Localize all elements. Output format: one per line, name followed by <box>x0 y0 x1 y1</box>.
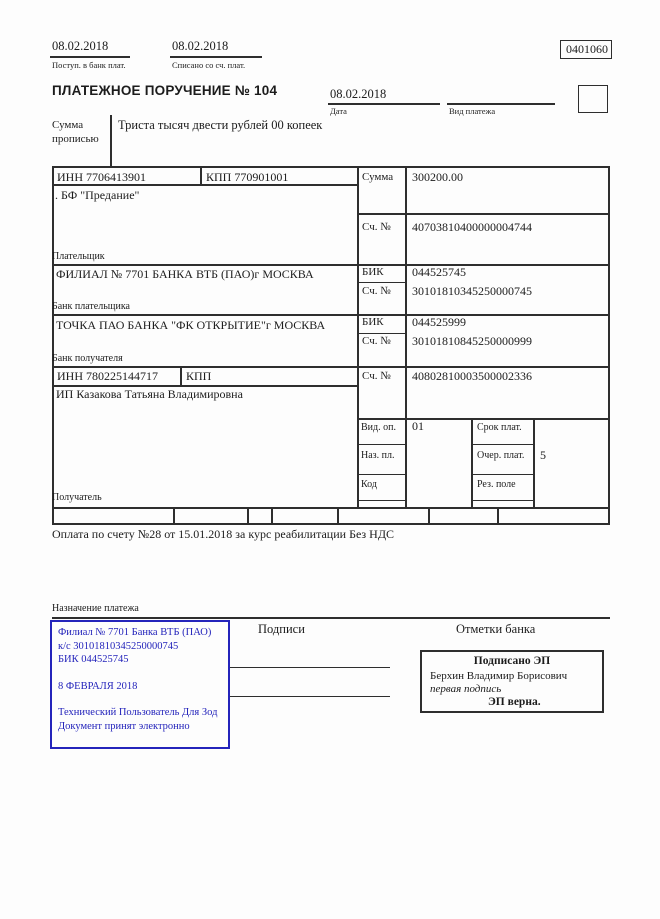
form-code-box <box>560 40 612 59</box>
amount-in-words: Триста тысяч двести рублей 00 копеек <box>118 118 323 132</box>
payer-section-border <box>52 264 610 266</box>
bank-marks-label: Отметки банка <box>456 622 536 636</box>
purpose-code-label: Наз. пл. <box>361 450 395 461</box>
due-cell-border <box>471 444 533 445</box>
subtable-divider-1 <box>471 418 473 507</box>
strip-divider-5 <box>428 507 430 523</box>
priority-cell-border <box>471 474 533 475</box>
payer-account: 40703810400000004744 <box>412 220 532 234</box>
payment-type-label: Вид платежа <box>449 106 496 116</box>
payee-name: ИП Казакова Татьяна Владимировна <box>56 387 243 401</box>
payment-type-underline <box>447 103 555 105</box>
document-date: 08.02.2018 <box>330 87 387 101</box>
subtable-divider-2 <box>533 418 535 507</box>
amount-value: 300200.00 <box>412 170 463 184</box>
stamp-status: Документ принят электронно <box>58 720 190 732</box>
payee-inn: ИНН 780225144717 <box>57 369 158 383</box>
payer-bank-section-label: Банк плательщика <box>52 301 130 312</box>
bank-acceptance-stamp <box>50 620 230 749</box>
purpose-text: Оплата по счету №28 от 15.01.2018 за курс реабилитации Без НДС <box>52 527 395 541</box>
stamp-date: 8 ФЕВРАЛЯ 2018 <box>58 680 138 692</box>
form-code: 0401060 <box>566 42 608 56</box>
payee-bank-section-border <box>52 366 610 368</box>
inn-kpp-divider <box>200 166 202 184</box>
payee-inn-kpp-divider <box>180 366 182 385</box>
stamp-user: Технический Пользователь Для Зод <box>58 707 218 718</box>
esign-name: Берхин Владимир Борисович <box>430 670 568 682</box>
payer-bank-account: 30101810345250000745 <box>412 284 532 298</box>
stamp-corr-account: к/с 30101810345250000745 <box>58 640 179 652</box>
debited-date: 08.02.2018 <box>172 39 229 53</box>
reserve-label: Рез. поле <box>477 479 516 490</box>
code-label: Код <box>361 479 377 490</box>
signatures-label: Подписи <box>258 622 305 636</box>
payee-bank-bik: 044525999 <box>412 315 466 329</box>
amount-words-label-1: Сумма <box>52 119 84 131</box>
document-title: ПЛАТЕЖНОЕ ПОРУЧЕНИЕ № 104 <box>52 83 278 98</box>
date-label: Дата <box>330 106 347 116</box>
label-column-right-border <box>405 166 407 507</box>
debited-date-underline <box>170 56 262 58</box>
payer-section-label: Плательщик <box>52 251 105 262</box>
received-date: 08.02.2018 <box>52 39 109 53</box>
purpose-underline <box>52 617 610 619</box>
date-underline <box>328 103 440 105</box>
strip-divider-6 <box>497 507 499 523</box>
table-left-border <box>52 166 54 525</box>
bik-label-border <box>357 282 405 283</box>
purpose-code-cell-border <box>357 474 405 475</box>
op-type-value: 01 <box>412 419 424 433</box>
payee-account-label: Сч. № <box>362 370 391 382</box>
esignature-stamp <box>420 650 604 713</box>
table-top-border <box>52 166 610 168</box>
bik-label-border-2 <box>357 333 405 334</box>
amount-words-divider <box>110 115 112 166</box>
stamp-bank-name: Филиал № 7701 Банка ВТБ (ПАО) <box>58 627 212 638</box>
strip-divider-4 <box>337 507 339 523</box>
received-date-label: Поступ. в банк плат. <box>52 60 126 70</box>
signature-line-2 <box>230 696 390 697</box>
priority-value: 5 <box>540 448 546 462</box>
payer-name: . БФ "Предание" <box>55 188 140 202</box>
payee-bank-bik-label: БИК <box>362 316 384 328</box>
amount-words-label-2: прописью <box>52 133 99 145</box>
payer-kpp: КПП 770901001 <box>206 170 289 184</box>
strip-bottom-border <box>52 523 610 525</box>
payer-inn: ИНН 7706413901 <box>57 170 146 184</box>
op-type-label: Вид. оп. <box>361 422 396 433</box>
strip-divider-2 <box>247 507 249 523</box>
payer-bank-bik: 044525745 <box>412 265 466 279</box>
subtable-top-border <box>357 418 610 420</box>
payee-kpp-label: КПП <box>186 369 212 383</box>
table-bottom-border <box>52 507 610 509</box>
payer-bank-account-label: Сч. № <box>362 285 391 297</box>
payee-bank-account: 30101810845250000999 <box>412 334 532 348</box>
stamp-bik: БИК 044525745 <box>58 654 129 665</box>
due-label: Срок плат. <box>477 422 522 433</box>
label-column-left-border <box>357 166 359 507</box>
amount-account-border <box>357 213 610 215</box>
payer-bank-bik-label: БИК <box>362 266 384 278</box>
payment-type-box <box>578 85 608 113</box>
op-type-cell-border <box>357 444 405 445</box>
code-cell-border <box>357 500 405 501</box>
reserve-cell-border <box>471 500 533 501</box>
strip-divider-3 <box>271 507 273 523</box>
payee-bank-section-label: Банк получателя <box>52 353 123 364</box>
payee-bank-account-label: Сч. № <box>362 335 391 347</box>
priority-label: Очер. плат. <box>477 450 525 461</box>
strip-divider-1 <box>173 507 175 523</box>
esign-note: первая подпись <box>430 683 502 695</box>
purpose-label: Назначение платежа <box>52 603 139 614</box>
signature-line-1 <box>230 667 390 668</box>
esign-verified: ЭП верна. <box>488 696 541 708</box>
debited-date-label: Списано со сч. плат. <box>172 60 246 70</box>
payee-bank-name: ТОЧКА ПАО БАНКА "ФК ОТКРЫТИЕ"г МОСКВА <box>56 318 326 332</box>
inn-row-border <box>52 184 357 186</box>
payer-bank-section-border <box>52 314 610 316</box>
esign-title: Подписано ЭП <box>473 655 551 667</box>
payee-section-label: Получатель <box>52 492 102 503</box>
table-right-border <box>608 166 610 525</box>
payee-account: 40802810003500002336 <box>412 369 532 383</box>
amount-label: Сумма <box>362 171 394 183</box>
received-date-underline <box>50 56 130 58</box>
payer-bank-name: ФИЛИАЛ № 7701 БАНКА ВТБ (ПАО)г МОСКВА <box>56 267 314 281</box>
payer-account-label: Сч. № <box>362 221 391 233</box>
